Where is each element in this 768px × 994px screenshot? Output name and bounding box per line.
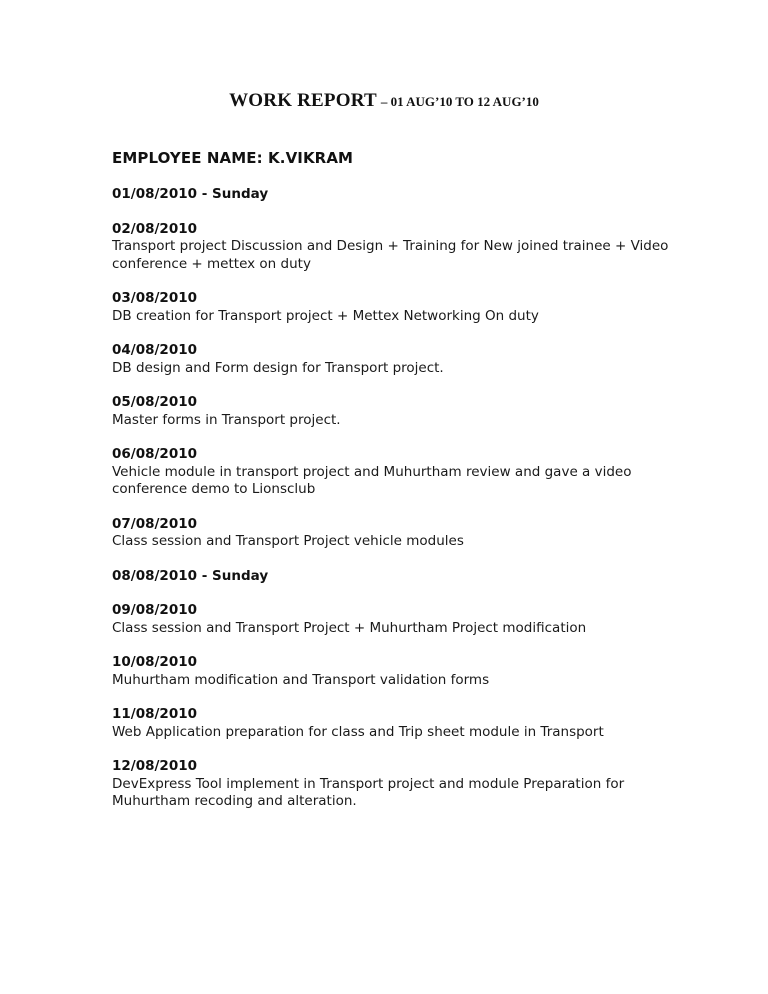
entry-1008 (112, 654, 672, 689)
entry-description: Master forms in Transport project. (112, 411, 341, 428)
employee-name: EMPLOYEE NAME: K.VIKRAM (112, 149, 354, 167)
entry-0308 (112, 290, 672, 325)
entry-0608 (112, 446, 672, 499)
entry-date: 07/08/2010 (112, 515, 198, 532)
entry-date: 03/08/2010 (112, 290, 198, 306)
entry-description: DevExpress Tool implement in Transport project and module Preparation for Muhurtham recoding and alteration. (112, 775, 625, 809)
entry-date: 06/08/2010 (112, 446, 198, 462)
entry-0708 (112, 516, 672, 551)
entry-date: 01/08/2010 - Sunday (112, 186, 269, 202)
entry-0108 (112, 186, 672, 204)
report-date-range: – 01 AUG’10 TO 12 AUG’10 (380, 94, 539, 109)
entry-1208 (112, 758, 672, 811)
report-title (0, 90, 768, 112)
entry-0408 (112, 342, 672, 377)
entry-0208 (112, 221, 672, 274)
entry-0508 (112, 394, 672, 429)
entry-date: 09/08/2010 (112, 602, 198, 618)
entry-description: Muhurtham modification and Transport validation forms (112, 671, 490, 688)
entry-0808 (112, 568, 672, 586)
entry-description: Web Application preparation for class and Trip sheet module in Transport (112, 723, 604, 740)
entry-date: 11/08/2010 (112, 706, 198, 722)
entry-description: DB creation for Transport project + Mettex Networking On duty (112, 307, 539, 324)
entry-0908 (112, 602, 672, 637)
entry-description: DB design and Form design for Transport project. (112, 359, 444, 376)
entry-date: 08/08/2010 - Sunday (112, 567, 269, 584)
entry-description: Transport project Discussion and Design + Training for New joined trainee + Video conference + mettex on duty (112, 238, 669, 272)
entry-date: 10/08/2010 (112, 654, 198, 670)
entry-description: Class session and Transport Project vehicle modules (112, 533, 464, 549)
entry-date: 02/08/2010 (112, 220, 198, 237)
entry-1108 (112, 706, 672, 741)
entries-list (112, 186, 672, 828)
entry-description: Vehicle module in transport project and Muhurtham review and gave a video conference demo to Lionsclub (112, 463, 632, 497)
entry-date: 12/08/2010 (112, 758, 198, 774)
entry-date: 05/08/2010 (112, 394, 198, 410)
entry-date: 04/08/2010 (112, 342, 198, 358)
entry-description: Class session and Transport Project + Muhurtham Project modification (112, 619, 587, 636)
report-title-main: WORK REPORT (229, 90, 377, 111)
